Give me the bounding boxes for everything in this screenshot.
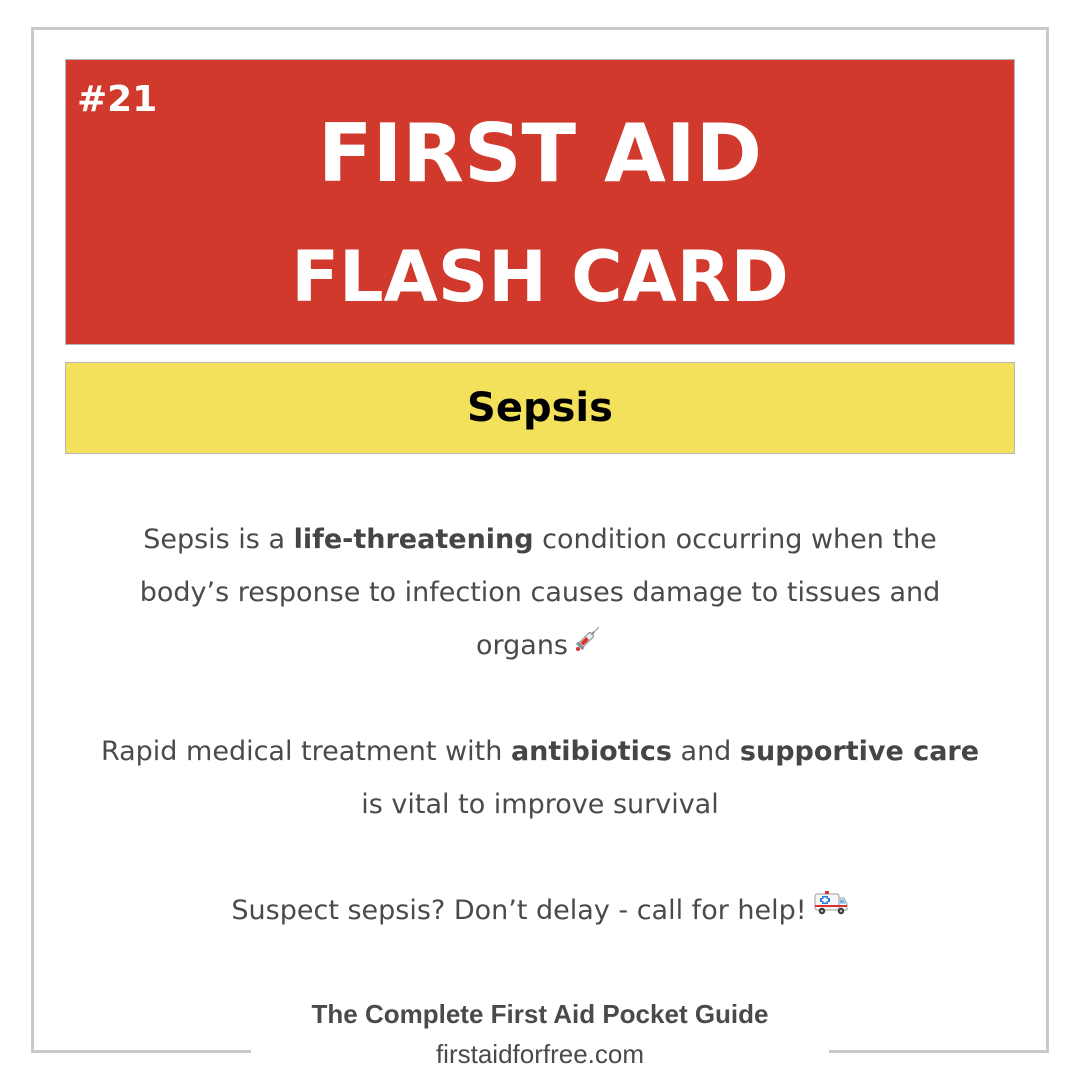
paragraph-definition	[100, 513, 980, 673]
card-number: #21	[77, 79, 158, 120]
syringe-icon	[574, 617, 604, 670]
topic-title: Sepsis	[467, 385, 613, 431]
footer-website-link[interactable]: firstaidforfree.com	[435, 1039, 645, 1069]
footer-guide-title: The Complete First Aid Pocket Guide	[311, 999, 769, 1029]
emphasis-text: supportive care	[739, 736, 980, 767]
topic-banner	[65, 362, 1015, 454]
paragraph-treatment	[100, 725, 980, 831]
paragraph-text: Suspect sepsis? Don’t delay - call for help!	[231, 895, 807, 926]
paragraph-call-to-action	[100, 884, 980, 938]
header-banner	[65, 59, 1015, 345]
emphasis-text: antibiotics	[510, 736, 672, 767]
paragraph-text: condition occurring when the body’s response to infection causes damage to tissues and organs	[139, 524, 941, 661]
header-title-line-2: FLASH CARD	[291, 236, 789, 318]
header-title-line-1: FIRST AID	[317, 107, 763, 200]
emphasis-text: life-threatening	[293, 524, 534, 555]
ambulance-icon	[813, 882, 849, 935]
frame-top-border	[31, 27, 1049, 30]
paragraph-text: is vital to improve survival	[361, 789, 719, 820]
paragraph-text: Rapid medical treatment with	[100, 736, 511, 767]
paragraph-text: and	[671, 736, 740, 767]
frame-left-border	[31, 27, 34, 1053]
frame-right-border	[1046, 27, 1049, 1053]
paragraph-text: Sepsis is a	[143, 524, 294, 555]
